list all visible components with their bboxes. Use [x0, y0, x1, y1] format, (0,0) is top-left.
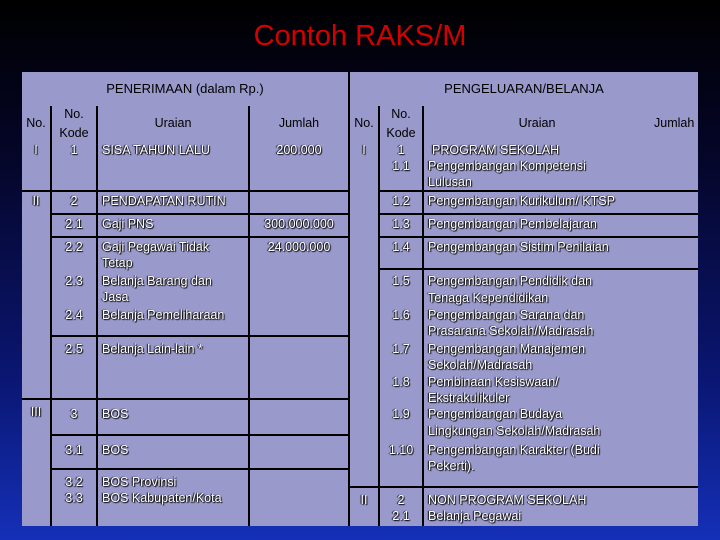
right-row-kode: 1.4 — [392, 240, 410, 254]
left-row-kode: 2.3 — [65, 274, 83, 288]
left-row-no: I — [34, 143, 38, 157]
left-row-divider — [22, 190, 348, 192]
right-row-uraian: Pengembangan Pendidik dan — [428, 274, 593, 288]
right-row-divider — [380, 213, 698, 215]
left-row-uraian: BOS — [102, 407, 129, 421]
right-row-uraian: Pembinaan Kesiswaan/ — [428, 375, 559, 389]
right-row-uraian: Pekerti). — [428, 459, 475, 473]
left-row-kode: 2 — [70, 194, 78, 208]
left-row-uraian: BOS Provinsi — [102, 475, 177, 489]
left-row-uraian: Belanja Pemeliharaan — [102, 308, 225, 322]
right-row-uraian: Pengembangan Kurikulum/ KTSP — [428, 194, 615, 208]
right-row-uraian: Pengembangan Sistim Penilaian — [428, 240, 609, 254]
left-row-jumlah: 24.000.000 — [267, 240, 331, 254]
left-row-uraian: Gaji PNS — [102, 217, 154, 231]
left-row-uraian: SISA TAHUN LALU — [102, 143, 210, 157]
right-row-no: I — [362, 143, 366, 157]
col-header-kode: Kode — [59, 126, 89, 140]
col-header-uraian: Uraian — [154, 116, 192, 130]
right-col-divider — [422, 106, 424, 526]
right-row-kode: 1.7 — [392, 342, 410, 356]
table-center-divider — [348, 72, 350, 526]
left-row-divider — [52, 468, 348, 470]
right-row-kode: 1.8 — [392, 375, 410, 389]
left-row-kode: 2.2 — [65, 240, 83, 254]
left-row-divider — [22, 398, 348, 400]
left-row-jumlah: 200.000 — [276, 143, 322, 157]
right-row-divider — [380, 236, 698, 238]
col-header-kode: Kode — [386, 126, 416, 140]
left-row-kode: 3.1 — [65, 443, 83, 457]
right-row-uraian: Pengembangan Sarana dan — [428, 308, 585, 322]
right-row-uraian: Prasarana Sekolah/Madrasah — [428, 324, 594, 338]
left-col-divider — [248, 106, 250, 526]
right-row-uraian: Pengembangan Budaya — [428, 407, 563, 421]
right-row-kode: 1.2 — [392, 194, 410, 208]
right-row-kode: 1.3 — [392, 217, 410, 231]
right-row-uraian: Pengembangan Karakter (Budi — [428, 443, 600, 457]
left-row-uraian: Belanja Lain-lain * — [102, 342, 203, 356]
right-row-kode: 1.9 — [392, 407, 410, 421]
col-header-no: No. — [354, 116, 374, 130]
pengeluaran-header: PENGELUARAN/BELANJA — [350, 72, 698, 106]
left-row-uraian: Jasa — [102, 290, 129, 304]
left-row-uraian: PENDAPATAN RUTIN — [102, 194, 226, 208]
left-row-no: II — [32, 194, 40, 208]
penerimaan-header: PENERIMAAN (dalam Rp.) — [22, 72, 348, 106]
right-row-uraian: Pengembangan Pembelajaran — [428, 217, 597, 231]
right-row-uraian: Lulusan — [428, 175, 472, 189]
right-row-kode: 1.5 — [392, 274, 410, 288]
right-row-uraian: NON PROGRAM SEKOLAH — [428, 493, 587, 507]
left-col-divider — [96, 106, 98, 526]
left-row-divider — [52, 434, 348, 436]
left-row-uraian: Belanja Barang dan — [102, 274, 212, 288]
right-row-divider — [380, 268, 698, 270]
left-row-kode: 2.1 — [65, 217, 83, 231]
col-header-uraian: Uraian — [518, 116, 556, 130]
right-row-kode: 2 — [397, 493, 405, 507]
slide-title: Contoh RAKS/M — [253, 20, 467, 52]
left-row-no: III — [30, 405, 42, 419]
right-row-uraian: Lingkungan Sekolah/Madrasah — [428, 424, 601, 438]
left-row-kode: 3 — [70, 407, 78, 421]
right-row-divider — [380, 190, 698, 192]
left-row-uraian: BOS Kabupaten/Kota — [102, 491, 222, 505]
left-row-kode: 1 — [70, 143, 78, 157]
right-row-uraian: Pengembangan Kompetensi — [428, 159, 586, 173]
right-row-kode: 1 — [397, 143, 405, 157]
col-header-no: No. — [64, 107, 84, 121]
right-row-uraian: Sekolah/Madrasah — [428, 358, 533, 372]
right-row-divider — [350, 486, 698, 488]
right-row-uraian: Ekstrakulikuler — [428, 391, 510, 405]
left-row-divider — [52, 213, 348, 215]
col-header-no: No. — [391, 107, 411, 121]
right-row-uraian: Pengembangan Manajemen — [428, 342, 586, 356]
right-row-kode: 1.10 — [388, 443, 414, 457]
col-header-jumlah: Jumlah — [278, 116, 320, 130]
right-row-uraian: Belanja Pegawai — [428, 509, 522, 523]
left-row-uraian: Gaji Pegawai Tidak — [102, 240, 210, 254]
left-row-kode: 3.3 — [65, 491, 83, 505]
right-row-uraian: PROGRAM SEKOLAH — [432, 143, 560, 157]
left-row-kode: 2.4 — [65, 308, 83, 322]
left-row-uraian: Tetap — [102, 256, 133, 270]
left-row-divider — [52, 236, 348, 238]
left-row-kode: 3.2 — [65, 475, 83, 489]
left-row-jumlah: 300.000.000 — [264, 217, 334, 231]
col-header-no: No. — [26, 116, 46, 130]
left-row-divider — [52, 335, 348, 337]
col-header-jumlah: Jumlah — [654, 116, 695, 130]
left-row-uraian: BOS — [102, 443, 129, 457]
right-row-uraian: Tenaga Kependidikan — [428, 291, 549, 305]
right-row-kode: 1.1 — [392, 159, 410, 173]
right-row-kode: 1.6 — [392, 308, 410, 322]
right-row-kode: 2.1 — [392, 509, 410, 523]
right-row-no: II — [360, 493, 368, 507]
left-row-kode: 2.5 — [65, 342, 83, 356]
